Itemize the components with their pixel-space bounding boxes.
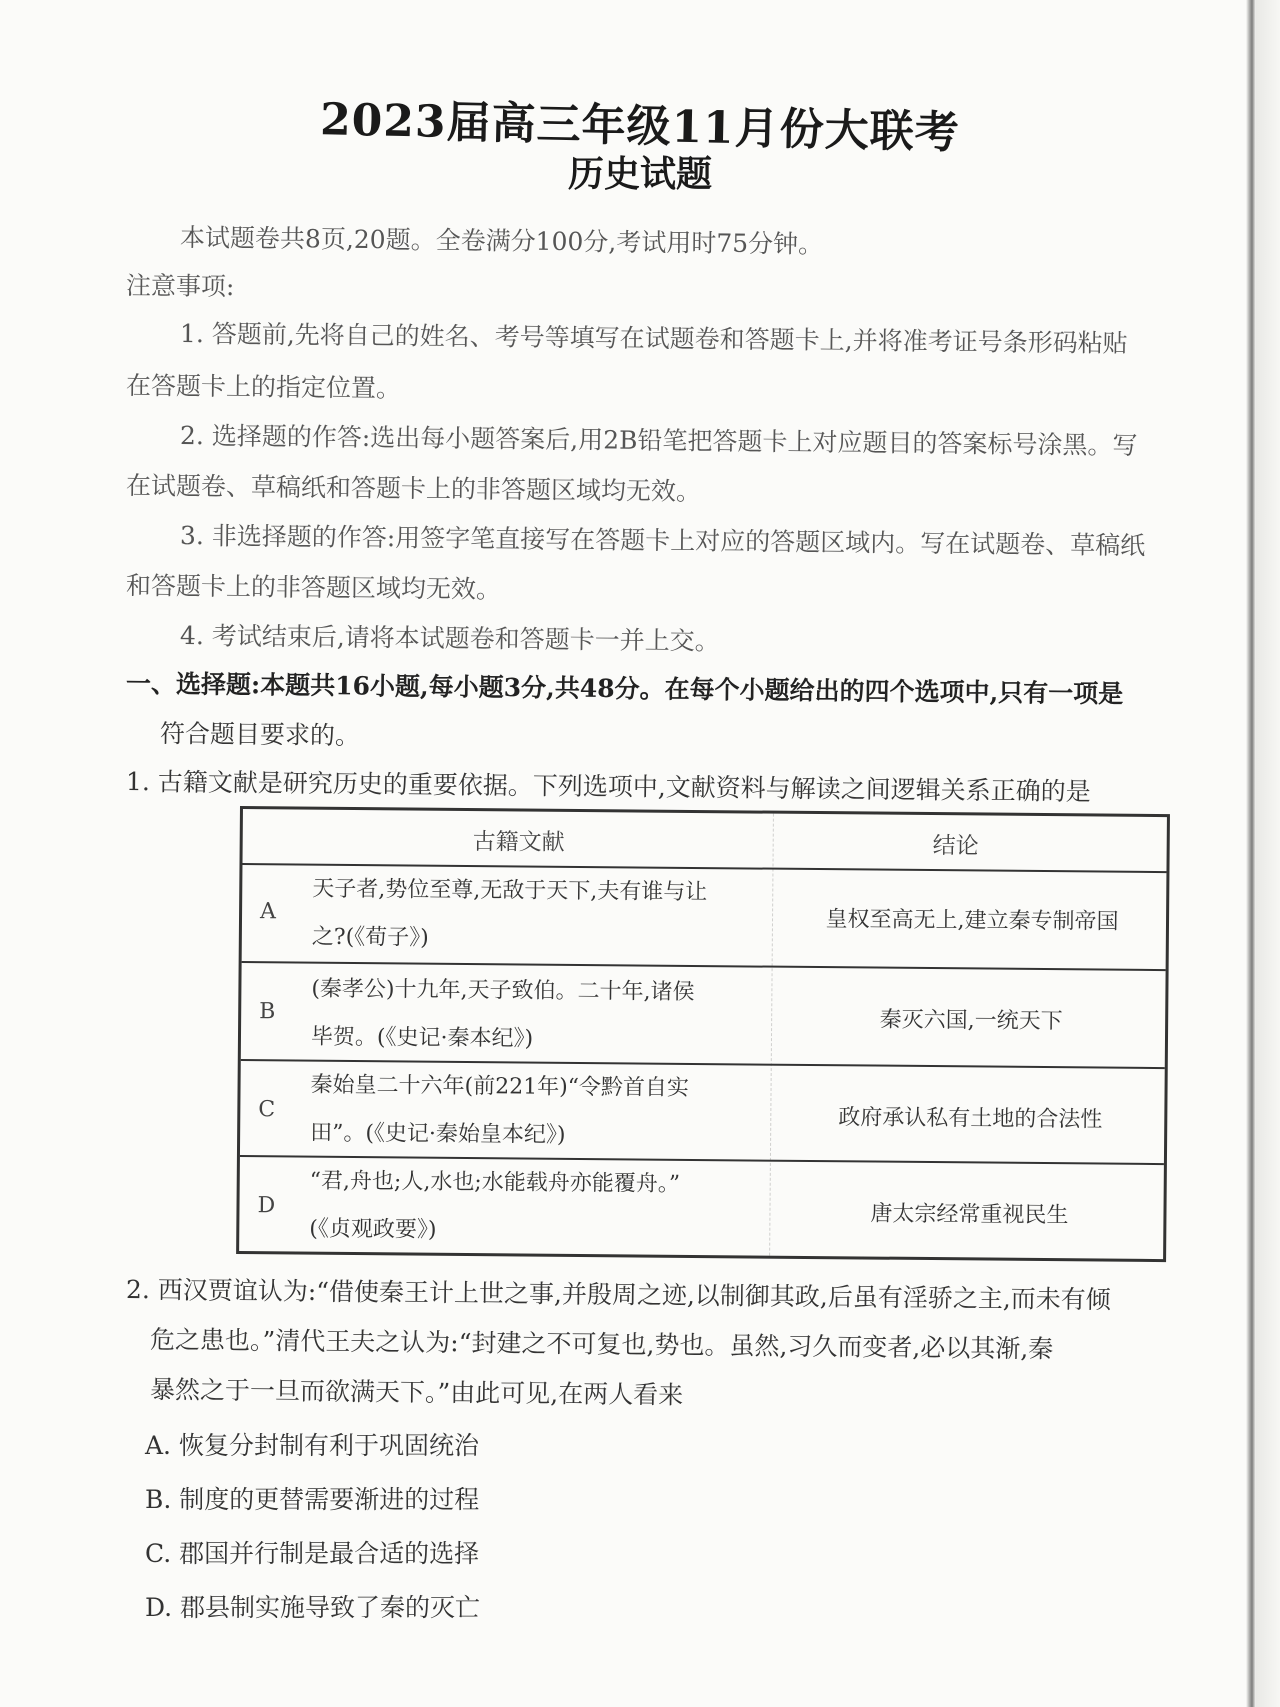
row-source-line-1: (秦孝公)十九年,天子致伯。二十年,诸侯 — [311, 976, 695, 1005]
section-heading-line-1: 一、选择题:本题共16小题,每小题3分,共48分。在每个小题给出的四个选项中,只有一项是 — [125, 669, 1124, 709]
note-4: 4. 考试结束后,请将本试题卷和答题卡一并上交。 — [179, 621, 720, 656]
row-conclusion: 秦灭六国,一统天下 — [879, 1007, 1063, 1035]
row-source-line-1: “君,舟也;人,水也;水能载舟亦能覆舟。” — [309, 1168, 681, 1197]
row-source-line-2: 毕贺。(《史记·秦本纪》) — [310, 1024, 534, 1052]
row-source — [309, 1158, 730, 1258]
row-letter: C — [258, 1097, 276, 1123]
table-header-source: 古籍文献 — [472, 829, 565, 856]
section-heading-line-2: 符合题目要求的。 — [159, 719, 361, 751]
row-letter: A — [259, 899, 277, 925]
table-row-c — [240, 1061, 1165, 1165]
question-1-stem: 1. 古籍文献是研究历史的重要依据。下列选项中,文献资料与解读之间逻辑关系正确的是 — [125, 767, 1091, 807]
row-source-line-2: 田”。(《史记·秦始皇本纪》) — [310, 1120, 566, 1148]
row-source-line-2: 之?(《荀子》) — [311, 924, 429, 951]
note-3-line-1: 3. 非选择题的作答:用签字笔直接写在答题卡上对应的答题区域内。写在试题卷、草稿纸 — [179, 521, 1146, 561]
question-2-option-a: A. 恢复分封制有利于巩固统治 — [145, 1431, 479, 1460]
question-2-option-d: D. 郡县制实施导致了秦的灭亡 — [145, 1593, 481, 1622]
row-conclusion: 唐太宗经常重视民生 — [870, 1201, 1069, 1229]
row-conclusion: 政府承认私有土地的合法性 — [838, 1105, 1103, 1133]
row-conclusion: 皇权至高无上,建立秦专制帝国 — [825, 907, 1119, 935]
table-row-d — [239, 1157, 1164, 1259]
row-source-line-1: 天子者,势位至尊,无敌于天下,夫有谁与让 — [312, 876, 708, 906]
note-1-line-1: 1. 答题前,先将自己的姓名、考号等填写在试题卷和答题卡上,并将准考证号条形码粘贴 — [179, 319, 1128, 358]
exam-subtitle: 历史试题 — [567, 153, 712, 195]
row-source — [310, 1062, 731, 1162]
page-edge-shadow — [1246, 0, 1256, 1707]
row-source-line-1: 秦始皇二十六年(前221年)“令黔首自实 — [310, 1072, 690, 1101]
question-2-option-b: B. 制度的更替需要渐进的过程 — [145, 1485, 480, 1514]
note-1-line-2: 在答题卡上的指定位置。 — [125, 371, 402, 403]
row-letter: D — [257, 1193, 276, 1219]
note-2-line-2: 在试题卷、草稿纸和答题卡上的非答题区域均无效。 — [125, 471, 702, 507]
row-letter: B — [259, 999, 276, 1025]
question-2-line-2: 危之患也。”清代王夫之认为:“封建之不可复也,势也。虽然,习久而变者,必以其渐,秦 — [149, 1325, 1054, 1364]
row-source — [312, 866, 733, 966]
question-2-option-c: C. 郡国并行制是最合适的选择 — [145, 1539, 480, 1568]
table-row-a — [242, 863, 1167, 971]
page-edge — [1256, 0, 1280, 1707]
note-2-line-1: 2. 选择题的作答:选出每小题答案后,用2B铅笔把答题卡上对应题目的答案标号涂黑。写 — [179, 421, 1138, 461]
question-1-table — [236, 806, 1170, 1262]
table-row-b — [241, 963, 1166, 1069]
notes-heading: 注意事项: — [125, 271, 235, 302]
question-2-line-1: 2. 西汉贾谊认为:“借使秦王计上世之事,并殷周之迹,以制御其政,后虽有淫骄之主,而未有倾 — [125, 1275, 1111, 1315]
intro-summary: 本试题卷共8页,20题。全卷满分100分,考试用时75分钟。 — [179, 223, 824, 259]
note-3-line-2: 和答题卡上的非答题区域均无效。 — [125, 571, 502, 604]
table-header-conclusion: 结论 — [932, 833, 979, 860]
row-source-line-2: (《贞观政要》) — [309, 1216, 437, 1243]
question-2-line-3: 暴然之于一旦而欲满天下。”由此可见,在两人看来 — [149, 1375, 684, 1410]
row-source — [311, 966, 732, 1066]
exam-title: 2023届高三年级11月份大联考 — [319, 94, 961, 159]
